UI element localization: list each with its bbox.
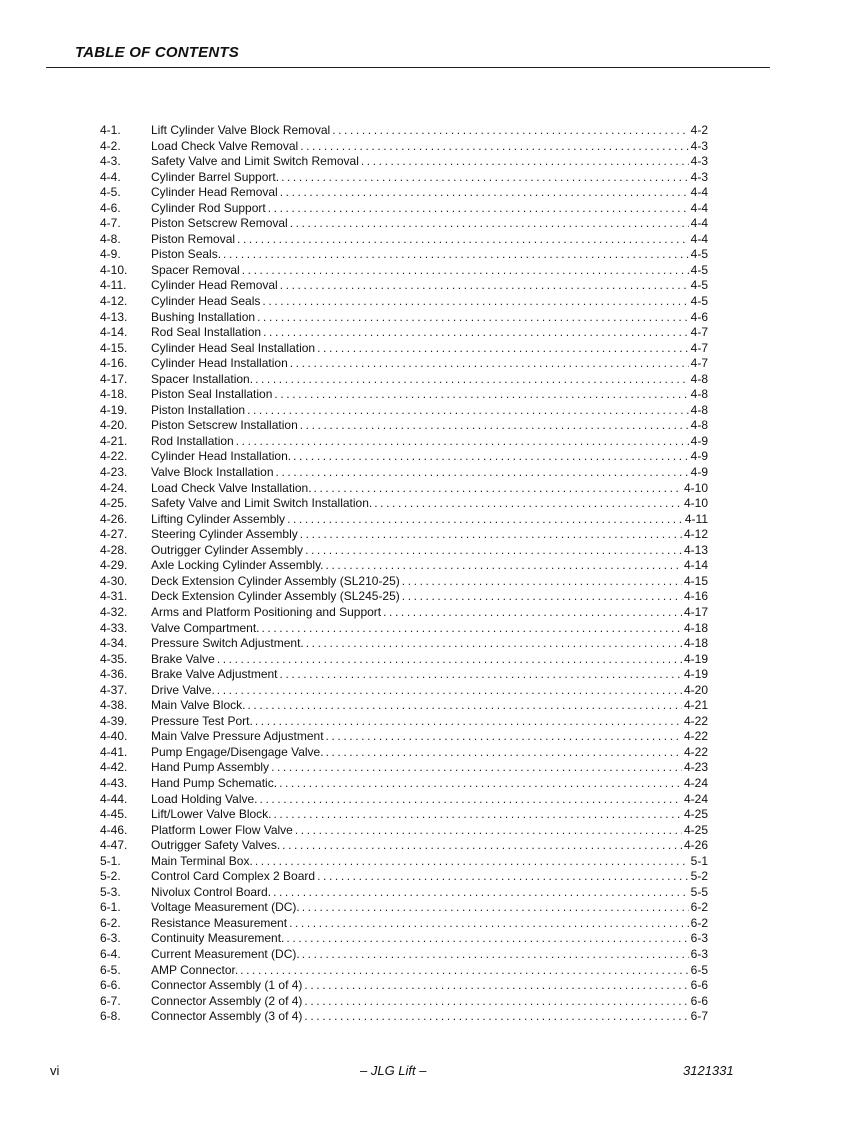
- toc-entry-number: 4-46.: [100, 822, 128, 837]
- toc-entry[interactable]: [100, 465, 708, 481]
- toc-entry-title: Lift/Lower Valve Block.: [151, 807, 272, 822]
- toc-entry-title: Spacer Removal: [151, 262, 240, 277]
- toc-entry-number: 4-35.: [100, 651, 128, 666]
- toc-entry[interactable]: [100, 621, 708, 637]
- toc-entry-page: 4-10: [683, 496, 708, 511]
- toc-entry-title: Resistance Measurement: [151, 915, 288, 930]
- toc-entry-page: 4-21: [683, 698, 708, 713]
- toc-entry[interactable]: [100, 403, 708, 419]
- toc-dot-leader: [268, 201, 689, 217]
- toc-entry[interactable]: [100, 278, 708, 294]
- toc-entry-number: 6-6.: [100, 978, 121, 993]
- toc-entry-page: 4-14: [683, 558, 708, 573]
- toc-entry-number: 4-37.: [100, 682, 128, 697]
- toc-entry-number: 5-3.: [100, 884, 121, 899]
- toc-entry-number: 4-12.: [100, 294, 128, 309]
- toc-entry-number: 4-29.: [100, 558, 128, 573]
- toc-entry-page: 4-4: [690, 216, 708, 231]
- toc-entry[interactable]: [100, 481, 708, 497]
- toc-dot-leader: [290, 356, 689, 372]
- toc-entry[interactable]: [100, 931, 708, 947]
- toc-entry-number: 4-24.: [100, 480, 128, 495]
- toc-dot-leader: [271, 760, 682, 776]
- toc-entry-number: 6-4.: [100, 946, 121, 961]
- toc-dot-leader: [255, 854, 689, 870]
- toc-entry[interactable]: [100, 372, 708, 388]
- toc-entry[interactable]: [100, 838, 708, 854]
- toc-entry-title: Arms and Platform Positioning and Support: [151, 604, 382, 619]
- toc-dot-leader: [263, 325, 689, 341]
- toc-entry-title: Load Holding Valve.: [151, 791, 258, 806]
- toc-entry[interactable]: [100, 558, 708, 574]
- toc-entry-title: Safety Valve and Limit Switch Removal: [151, 154, 359, 169]
- toc-entry-title: Brake Valve Adjustment: [151, 667, 278, 682]
- toc-entry-page: 6-5: [690, 962, 708, 977]
- toc-entry-number: 6-7.: [100, 993, 121, 1008]
- toc-entry[interactable]: [100, 434, 708, 450]
- toc-entry-title: Cylinder Head Removal: [151, 278, 278, 293]
- toc-entry-number: 4-43.: [100, 775, 128, 790]
- toc-dot-leader: [295, 823, 682, 839]
- toc-entry-title: Main Valve Pressure Adjustment: [151, 729, 324, 744]
- toc-entry-number: 4-18.: [100, 387, 128, 402]
- toc-entry-page: 4-11: [684, 511, 708, 526]
- toc-entry-page: 5-2: [690, 869, 708, 884]
- toc-entry[interactable]: [100, 994, 708, 1010]
- toc-dot-leader: [217, 683, 682, 699]
- toc-dot-leader: [247, 403, 689, 419]
- toc-entry-page: 4-13: [683, 542, 708, 557]
- toc-entry-page: 4-4: [690, 231, 708, 246]
- toc-entry-page: 4-3: [690, 169, 708, 184]
- toc-entry[interactable]: [100, 854, 708, 870]
- toc-entry[interactable]: [100, 574, 708, 590]
- toc-entry-title: Piston Installation: [151, 402, 246, 417]
- toc-list: [100, 123, 708, 1025]
- toc-entry-title: Outrigger Cylinder Assembly: [151, 542, 304, 557]
- toc-entry[interactable]: [100, 885, 708, 901]
- toc-entry-page: 4-25: [683, 822, 708, 837]
- toc-entry-title: Nivolux Control Board.: [151, 884, 272, 899]
- footer-title: – JLG Lift –: [360, 1063, 427, 1078]
- toc-entry-page: 4-9: [690, 449, 708, 464]
- toc-dot-leader: [242, 263, 689, 279]
- toc-entry-title: Main Valve Block.: [151, 698, 246, 713]
- toc-entry-title: Load Check Valve Removal: [151, 138, 299, 153]
- toc-dot-leader: [273, 885, 689, 901]
- toc-dot-leader: [305, 543, 682, 559]
- toc-entry-number: 5-1.: [100, 853, 121, 868]
- toc-entry[interactable]: [100, 760, 708, 776]
- toc-entry-page: 4-7: [690, 325, 708, 340]
- toc-dot-leader: [306, 636, 682, 652]
- toc-dot-leader: [257, 310, 689, 326]
- toc-dot-leader: [326, 729, 682, 745]
- toc-entry-page: 4-22: [683, 744, 708, 759]
- toc-entry-page: 6-2: [690, 900, 708, 915]
- toc-dot-leader: [236, 434, 689, 450]
- toc-dot-leader: [255, 714, 682, 730]
- toc-entry-number: 4-11.: [100, 278, 127, 293]
- toc-entry-page: 4-18: [683, 636, 708, 651]
- toc-entry-number: 4-21.: [100, 433, 128, 448]
- toc-entry-number: 4-1.: [100, 123, 121, 137]
- toc-dot-leader: [317, 341, 689, 357]
- toc-entry-title: Connector Assembly (1 of 4): [151, 978, 303, 993]
- toc-entry-page: 6-3: [690, 931, 708, 946]
- toc-entry-page: 4-8: [690, 418, 708, 433]
- toc-entry-number: 4-30.: [100, 573, 128, 588]
- toc-dot-leader: [300, 527, 682, 543]
- toc-dot-leader: [300, 139, 688, 155]
- toc-entry[interactable]: [100, 325, 708, 341]
- toc-entry[interactable]: [100, 823, 708, 839]
- toc-entry-page: 4-7: [690, 340, 708, 355]
- toc-entry-number: 4-2.: [100, 138, 121, 153]
- toc-dot-leader: [287, 512, 683, 528]
- toc-entry[interactable]: [100, 154, 708, 170]
- toc-entry-number: 4-40.: [100, 729, 128, 744]
- toc-entry-number: 4-10.: [100, 262, 128, 277]
- toc-entry-number: 6-3.: [100, 931, 121, 946]
- toc-entry-title: Continuity Measurement.: [151, 931, 285, 946]
- toc-dot-leader: [402, 589, 682, 605]
- toc-entry-title: Spacer Installation.: [151, 371, 254, 386]
- toc-entry-title: Load Check Valve Installation.: [151, 480, 312, 495]
- toc-dot-leader: [326, 558, 682, 574]
- toc-dot-leader: [361, 154, 689, 170]
- toc-entry-title: Cylinder Rod Support: [151, 200, 266, 215]
- toc-dot-leader: [240, 963, 688, 979]
- toc-entry-number: 4-28.: [100, 542, 128, 557]
- toc-entry-number: 4-6.: [100, 200, 121, 215]
- toc-entry-number: 4-33.: [100, 620, 128, 635]
- toc-entry-title: Piston Setscrew Removal: [151, 216, 288, 231]
- toc-dot-leader: [332, 123, 688, 139]
- toc-entry[interactable]: [100, 543, 708, 559]
- page-title: TABLE OF CONTENTS: [75, 44, 239, 61]
- toc-entry-page: 4-9: [690, 433, 708, 448]
- toc-dot-leader: [293, 449, 689, 465]
- toc-entry-title: Cylinder Head Installation.: [151, 449, 292, 464]
- toc-entry-page: 4-18: [683, 620, 708, 635]
- toc-entry-title: Piston Removal: [151, 231, 236, 246]
- toc-dot-leader: [304, 994, 688, 1010]
- toc-entry[interactable]: [100, 652, 708, 668]
- toc-entry-title: Lifting Cylinder Assembly: [151, 511, 286, 526]
- toc-entry-page: 4-17: [683, 604, 708, 619]
- toc-entry-page: 4-9: [690, 465, 708, 480]
- toc-entry-title: Hand Pump Schematic.: [151, 775, 278, 790]
- toc-entry-title: Control Card Complex 2 Board: [151, 869, 316, 884]
- toc-entry-number: 4-23.: [100, 465, 128, 480]
- toc-dot-leader: [237, 232, 689, 248]
- toc-dot-leader: [290, 216, 689, 232]
- toc-dot-leader: [326, 745, 682, 761]
- toc-entry-title: Brake Valve: [151, 651, 215, 666]
- toc-entry-number: 6-1.: [100, 900, 121, 915]
- toc-dot-leader: [317, 869, 689, 885]
- toc-entry[interactable]: [100, 139, 708, 155]
- toc-entry[interactable]: [100, 418, 708, 434]
- toc-entry[interactable]: [100, 449, 708, 465]
- toc-entry-title: AMP Connector.: [151, 962, 239, 977]
- toc-entry-title: Cylinder Barrel Support.: [151, 169, 280, 184]
- toc-entry-page: 4-3: [690, 154, 708, 169]
- toc-dot-leader: [300, 418, 689, 434]
- toc-entry-title: Valve Block Installation: [151, 465, 274, 480]
- toc-entry-title: Main Terminal Box.: [151, 853, 253, 868]
- toc-entry-title: Pressure Test Port.: [151, 713, 253, 728]
- toc-entry-number: 6-5.: [100, 962, 121, 977]
- toc-entry[interactable]: [100, 776, 708, 792]
- toc-entry-page: 4-4: [690, 200, 708, 215]
- toc-entry-page: 4-5: [690, 294, 708, 309]
- toc-entry-page: 4-26: [683, 838, 708, 853]
- toc-entry-title: Connector Assembly (2 of 4): [151, 993, 303, 1008]
- toc-entry-page: 4-22: [683, 713, 708, 728]
- toc-entry-title: Cylinder Head Removal: [151, 185, 278, 200]
- toc-entry-number: 4-41.: [100, 744, 128, 759]
- toc-entry[interactable]: [100, 963, 708, 979]
- toc-entry-page: 4-25: [683, 807, 708, 822]
- toc-dot-leader: [289, 916, 689, 932]
- toc-entry-number: 4-26.: [100, 511, 128, 526]
- toc-entry-title: Rod Installation: [151, 433, 234, 448]
- toc-entry-page: 4-8: [690, 371, 708, 386]
- toc-dot-leader: [304, 1009, 688, 1025]
- toc-entry[interactable]: [100, 916, 708, 932]
- toc-entry-title: Axle Locking Cylinder Assembly.: [151, 558, 324, 573]
- toc-entry[interactable]: [100, 745, 708, 761]
- toc-entry-page: 4-19: [683, 667, 708, 682]
- toc-entry[interactable]: [100, 170, 708, 186]
- toc-entry-page: 4-24: [683, 775, 708, 790]
- toc-entry-page: 4-10: [683, 480, 708, 495]
- toc-entry-page: 4-7: [690, 356, 708, 371]
- toc-dot-leader: [280, 185, 689, 201]
- toc-entry-page: 4-6: [690, 309, 708, 324]
- toc-entry-title: Piston Setscrew Installation: [151, 418, 298, 433]
- toc-dot-leader: [223, 247, 689, 263]
- toc-entry-title: Rod Seal Installation: [151, 325, 262, 340]
- toc-entry-number: 6-8.: [100, 1009, 121, 1024]
- toc-entry[interactable]: [100, 341, 708, 357]
- toc-entry[interactable]: [100, 807, 708, 823]
- toc-entry[interactable]: [100, 123, 708, 139]
- toc-entry-title: Cylinder Head Installation: [151, 356, 288, 371]
- toc-entry-title: Hand Pump Assembly: [151, 760, 270, 775]
- toc-dot-leader: [304, 978, 688, 994]
- toc-entry-page: 4-4: [690, 185, 708, 200]
- toc-entry[interactable]: [100, 387, 708, 403]
- toc-entry-title: Outrigger Safety Valves.: [151, 838, 281, 853]
- toc-entry-title: Voltage Measurement (DC).: [151, 900, 300, 915]
- toc-entry-page: 6-2: [690, 915, 708, 930]
- toc-dot-leader: [383, 605, 682, 621]
- toc-entry-number: 4-7.: [100, 216, 121, 231]
- toc-entry-title: Lift Cylinder Valve Block Removal: [151, 123, 331, 137]
- toc-entry-number: 4-16.: [100, 356, 128, 371]
- header-divider: [46, 67, 770, 68]
- toc-entry-page: 4-20: [683, 682, 708, 697]
- toc-entry-title: Current Measurement (DC).: [151, 946, 300, 961]
- toc-entry[interactable]: [100, 232, 708, 248]
- toc-entry-title: Pump Engage/Disengage Valve.: [151, 744, 324, 759]
- toc-entry-number: 4-13.: [100, 309, 128, 324]
- toc-entry-page: 4-12: [683, 527, 708, 542]
- toc-entry-number: 4-20.: [100, 418, 128, 433]
- toc-entry[interactable]: [100, 294, 708, 310]
- toc-entry-number: 4-19.: [100, 402, 128, 417]
- footer-page-number: vi: [50, 1063, 60, 1078]
- toc-entry[interactable]: [100, 589, 708, 605]
- toc-entry-title: Pressure Switch Adjustment.: [151, 636, 304, 651]
- toc-dot-leader: [286, 931, 688, 947]
- toc-dot-leader: [276, 465, 689, 481]
- toc-entry-number: 4-8.: [100, 231, 121, 246]
- toc-entry-title: Connector Assembly (3 of 4): [151, 1009, 303, 1024]
- toc-entry-page: 4-8: [690, 387, 708, 402]
- toc-entry[interactable]: [100, 978, 708, 994]
- toc-entry-title: Cylinder Head Seal Installation: [151, 340, 316, 355]
- toc-entry[interactable]: [100, 947, 708, 963]
- toc-entry-number: 4-42.: [100, 760, 128, 775]
- toc-entry-page: 4-22: [683, 729, 708, 744]
- toc-dot-leader: [280, 278, 689, 294]
- toc-dot-leader: [281, 170, 689, 186]
- toc-dot-leader: [262, 621, 682, 637]
- toc-dot-leader: [217, 652, 682, 668]
- toc-entry-title: Steering Cylinder Assembly: [151, 527, 298, 542]
- toc-dot-leader: [274, 387, 688, 403]
- toc-dot-leader: [374, 496, 682, 512]
- toc-entry-number: 4-27.: [100, 527, 128, 542]
- toc-entry-number: 4-31.: [100, 589, 128, 604]
- toc-entry[interactable]: [100, 263, 708, 279]
- toc-entry-title: Piston Seals.: [151, 247, 222, 262]
- toc-entry-page: 4-15: [683, 573, 708, 588]
- toc-entry-number: 6-2.: [100, 915, 121, 930]
- toc-entry-number: 4-32.: [100, 604, 128, 619]
- toc-entry-title: Drive Valve.: [151, 682, 215, 697]
- toc-entry[interactable]: [100, 512, 708, 528]
- toc-entry-title: Deck Extension Cylinder Assembly (SL210-25): [151, 573, 400, 588]
- toc-entry[interactable]: [100, 729, 708, 745]
- toc-entry[interactable]: [100, 869, 708, 885]
- toc-entry[interactable]: [100, 247, 708, 263]
- toc-entry[interactable]: [100, 496, 708, 512]
- toc-entry-title: Platform Lower Flow Valve: [151, 822, 293, 837]
- toc-entry-title: Piston Seal Installation: [151, 387, 273, 402]
- toc-entry-page: 6-6: [690, 993, 708, 1008]
- toc-entry-page: 4-23: [683, 760, 708, 775]
- footer-doc-number: 3121331: [683, 1063, 734, 1078]
- toc-entry[interactable]: [100, 356, 708, 372]
- toc-entry-page: 4-5: [690, 278, 708, 293]
- toc-entry-number: 4-22.: [100, 449, 128, 464]
- toc-entry-number: 5-2.: [100, 869, 121, 884]
- toc-dot-leader: [302, 900, 689, 916]
- toc-dot-leader: [262, 294, 688, 310]
- toc-entry-number: 4-15.: [100, 340, 128, 355]
- toc-entry-number: 4-34.: [100, 636, 128, 651]
- toc-dot-leader: [247, 698, 681, 714]
- toc-entry[interactable]: [100, 310, 708, 326]
- toc-entry-number: 4-47.: [100, 838, 128, 853]
- toc-entry-page: 6-3: [690, 946, 708, 961]
- toc-entry[interactable]: [100, 605, 708, 621]
- toc-entry-page: 4-24: [683, 791, 708, 806]
- toc-entry-page: 5-1: [690, 853, 708, 868]
- toc-entry-page: 4-16: [683, 589, 708, 604]
- toc-entry-number: 4-38.: [100, 698, 128, 713]
- toc-entry-page: 4-5: [690, 262, 708, 277]
- toc-entry-title: Safety Valve and Limit Switch Installation.: [151, 496, 373, 511]
- toc-dot-leader: [402, 574, 682, 590]
- toc-entry-number: 4-45.: [100, 807, 128, 822]
- toc-entry-title: Valve Compartment.: [151, 620, 260, 635]
- toc-entry-number: 4-39.: [100, 713, 128, 728]
- toc-entry[interactable]: [100, 900, 708, 916]
- toc-entry[interactable]: [100, 185, 708, 201]
- toc-entry-page: 4-3: [690, 138, 708, 153]
- toc-entry[interactable]: [100, 527, 708, 543]
- toc-entry-title: Deck Extension Cylinder Assembly (SL245-25): [151, 589, 400, 604]
- toc-dot-leader: [255, 372, 689, 388]
- toc-entry-number: 4-25.: [100, 496, 128, 511]
- toc-entry-page: 6-7: [690, 1009, 708, 1024]
- toc-entry[interactable]: [100, 216, 708, 232]
- toc-entry-number: 4-9.: [100, 247, 121, 262]
- toc-entry-page: 4-8: [690, 402, 708, 417]
- toc-entry[interactable]: [100, 1009, 708, 1025]
- toc-entry-title: Cylinder Head Seals: [151, 294, 261, 309]
- toc-entry[interactable]: [100, 667, 708, 683]
- toc-entry-number: 4-5.: [100, 185, 121, 200]
- toc-dot-leader: [302, 947, 689, 963]
- toc-entry-page: 4-5: [690, 247, 708, 262]
- toc-entry-page: 4-2: [690, 123, 708, 137]
- toc-dot-leader: [274, 807, 682, 823]
- toc-dot-leader: [280, 667, 682, 683]
- toc-entry-page: 4-19: [683, 651, 708, 666]
- toc-entry-page: 6-6: [690, 978, 708, 993]
- toc-entry-number: 4-14.: [100, 325, 128, 340]
- toc-dot-leader: [282, 838, 682, 854]
- toc-entry[interactable]: [100, 714, 708, 730]
- toc-entry-number: 4-36.: [100, 667, 128, 682]
- toc-entry-title: Bushing Installation: [151, 309, 256, 324]
- toc-dot-leader: [314, 481, 682, 497]
- toc-entry[interactable]: [100, 636, 708, 652]
- toc-entry[interactable]: [100, 683, 708, 699]
- toc-entry[interactable]: [100, 201, 708, 217]
- toc-entry-number: 4-3.: [100, 154, 121, 169]
- toc-entry[interactable]: [100, 698, 708, 714]
- toc-dot-leader: [279, 776, 682, 792]
- toc-entry-number: 4-44.: [100, 791, 128, 806]
- toc-entry[interactable]: [100, 792, 708, 808]
- toc-entry-number: 4-17.: [100, 371, 128, 386]
- toc-entry-page: 5-5: [690, 884, 708, 899]
- toc-dot-leader: [260, 792, 682, 808]
- toc-entry-number: 4-4.: [100, 169, 121, 184]
